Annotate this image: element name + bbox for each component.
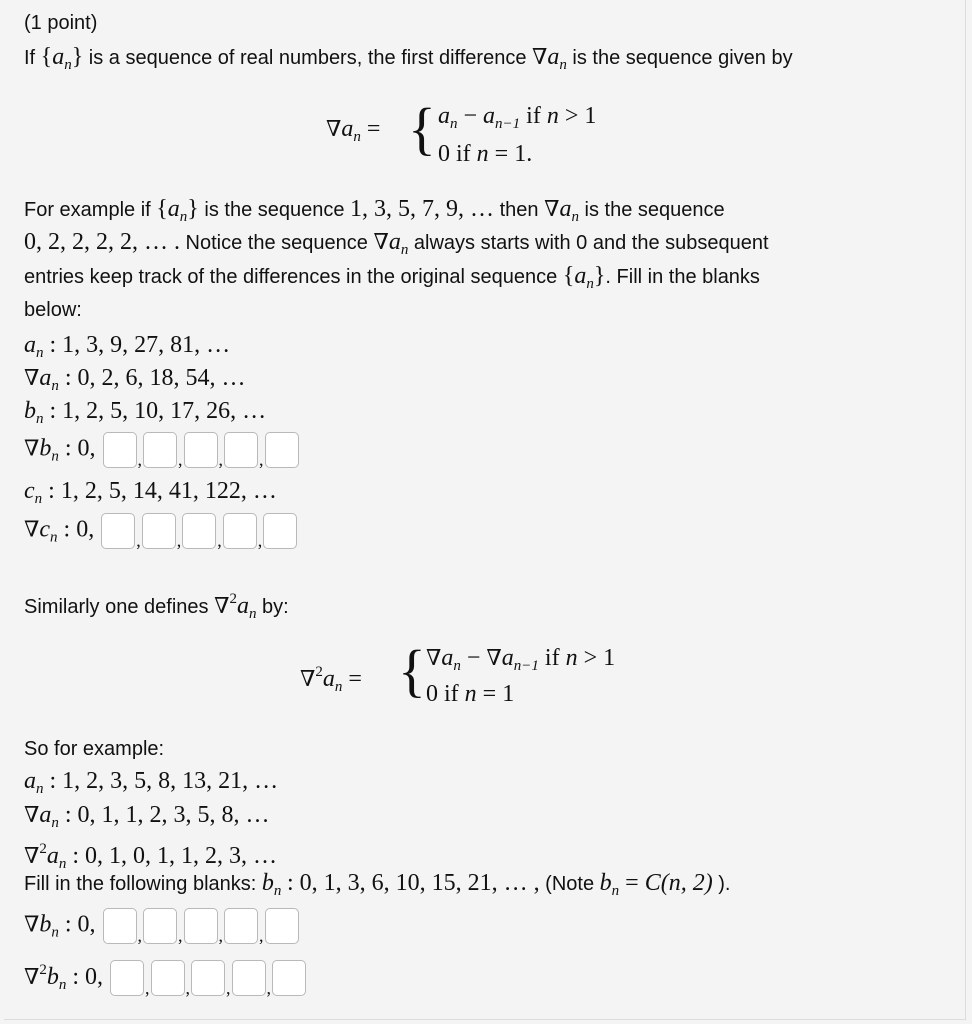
answer-nabla-c-1[interactable] — [101, 513, 135, 549]
seq-c-n: $c_n$ : 1, 2, 5, 14, 41, 122, … — [24, 478, 277, 507]
answer-nabla-c-2[interactable] — [142, 513, 176, 549]
answer-nabla-b-5[interactable] — [265, 432, 299, 468]
seq-nabla-a-n: $\nabla a_n$ : 0, 2, 6, 18, 54, … — [24, 365, 246, 394]
example-line-2: 0, 2, 2, 2, 2, … . Notice the sequence $\nabla a_n$ always starts with 0 and the subsequent — [24, 229, 769, 258]
answer2-nabla-b-4[interactable] — [224, 908, 258, 944]
similarly-line: Similarly one defines $\nabla^2a_n$ by: — [24, 591, 289, 622]
answer2-nabla-b-3[interactable] — [184, 908, 218, 944]
answer2-nabla2-b-3[interactable] — [191, 960, 225, 996]
seq-nabla-c-n: $\nabla c_n$ : 0, $_,$ $_,$ $_,$ $_,$ — [24, 513, 298, 556]
answer2-nabla2-b-4[interactable] — [232, 960, 266, 996]
answer-nabla-b-3[interactable] — [184, 432, 218, 468]
seq2-nabla-a-n: $\nabla a_n$ : 0, 1, 1, 2, 3, 5, 8, … — [24, 802, 270, 831]
seq2-nabla2-a-n: $\nabla^2a_n$ : 0, 1, 0, 1, 1, 2, 3, … — [24, 841, 278, 872]
answer-nabla-b-1[interactable] — [103, 432, 137, 468]
intro-text-2: is a sequence of real numbers, the first difference — [83, 47, 532, 69]
so-for-example: So for example: — [24, 738, 165, 760]
answer2-nabla-b-2[interactable] — [143, 908, 177, 944]
problem-panel: (1 point) If $\{a_n\}$ is a sequence of real numbers, the first difference $\nabla a_n$ is the sequence given by $\nabla a_n$ = { $a_n - a_{n-1}$ if n > 1 0 if n = 1. For example if $\{a_n\}$ is the sequence 1, 3, 5, 7, 9, … then $\nabla a_n$ is the sequence 0, 2, 2, 2, 2, … . Notice the sequence $\nabla a_n$ always starts with 0 and the subsequent entries keep track of the differences in the original sequence $\{a_n\}$. Fill in the blanks below: $a_n$ : 1, 3, 9, 27, 81, … $\nabla a_n$ : 0, 2, 6, 18, 54, … $b_n$ : 1, 2, 5, 10, 17, 26, … $\nabla b_n$ : 0, $_,$ $_,$ $_,$ $_,$ $c_n$ : 1, 2, 5, 14, 41, 122, … $\nabla c_n$ : 0, $_,$ $_,$ $_,$ $_,$ Similarly one defines $\nabla^2a_n$ by: $\nabla^2a_n$ = { $\nabla a_n - \nabla a_{n-1}$ if n > 1 0 if n = 1 So for example: $a_n$ : 1, 2, 3, 5, 8, 13, 21, … $\nabla a_n$ : 0, 1, 1, 2, 3, 5, 8, … $\nabla^2a_n$ : 0, 1, 0, 1, 1, 2, 3, … Fill in the following blanks: $b_n$ : 0, 1, 3, 6, 10, 15, 21, … , (Note $b_n = C(n$, 2) ). $\nabla b_n$ : 0, $_,$ $_,$ $_,$ $_,$ $\nabla^2b_n$ : 0, $_,$ $_,$ $_,$ $_,$ — [4, 0, 966, 1020]
seq-nabla-b-n: $\nabla b_n$ : 0, $_,$ $_,$ $_,$ $_,$ — [24, 432, 300, 475]
answer2-nabla2-b-2[interactable] — [151, 960, 185, 996]
answer2-nabla2-b-1[interactable] — [110, 960, 144, 996]
answer2-nabla-b-5[interactable] — [265, 908, 299, 944]
answer-nabla-c-5[interactable] — [263, 513, 297, 549]
example-line-4: below: — [24, 299, 82, 321]
fill-line: Fill in the following blanks: $b_n$ : 0, 1, 3, 6, 10, 15, 21, … , (Note $b_n = C(n$, 2) ). — [24, 870, 731, 899]
seq-b-n: $b_n$ : 1, 2, 5, 10, 17, 26, … — [24, 398, 267, 427]
intro-text-3: is the sequence given by — [566, 47, 793, 69]
answer-nabla-c-3[interactable] — [182, 513, 216, 549]
answer-nabla-b-2[interactable] — [143, 432, 177, 468]
seq-a-n: $a_n$ : 1, 3, 9, 27, 81, … — [24, 332, 231, 361]
answer2-nabla-b-1[interactable] — [103, 908, 137, 944]
intro-text-1: If — [24, 47, 41, 69]
seq3-nabla2-b-n: $\nabla^2b_n$ : 0, $_,$ $_,$ $_,$ $_,$ — [24, 955, 307, 1003]
intro-line: If $\{a_n\}$ is a sequence of real numbers, the first difference $\nabla a_n$ is the sequence given by — [24, 44, 793, 73]
seq3-nabla-b-n: $\nabla b_n$ : 0, $_,$ $_,$ $_,$ $_,$ — [24, 908, 300, 951]
example-line-1: For example if $\{a_n\}$ is the sequence 1, 3, 5, 7, 9, … then $\nabla a_n$ is the sequence — [24, 196, 725, 225]
seq2-a-n: $a_n$ : 1, 2, 3, 5, 8, 13, 21, … — [24, 768, 279, 797]
answer-nabla-b-4[interactable] — [224, 432, 258, 468]
example-line-3: entries keep track of the differences in the original sequence $\{a_n\}$. Fill in the blanks — [24, 263, 760, 292]
answer-nabla-c-4[interactable] — [223, 513, 257, 549]
answer2-nabla2-b-5[interactable] — [272, 960, 306, 996]
points-label: (1 point) — [24, 12, 98, 34]
